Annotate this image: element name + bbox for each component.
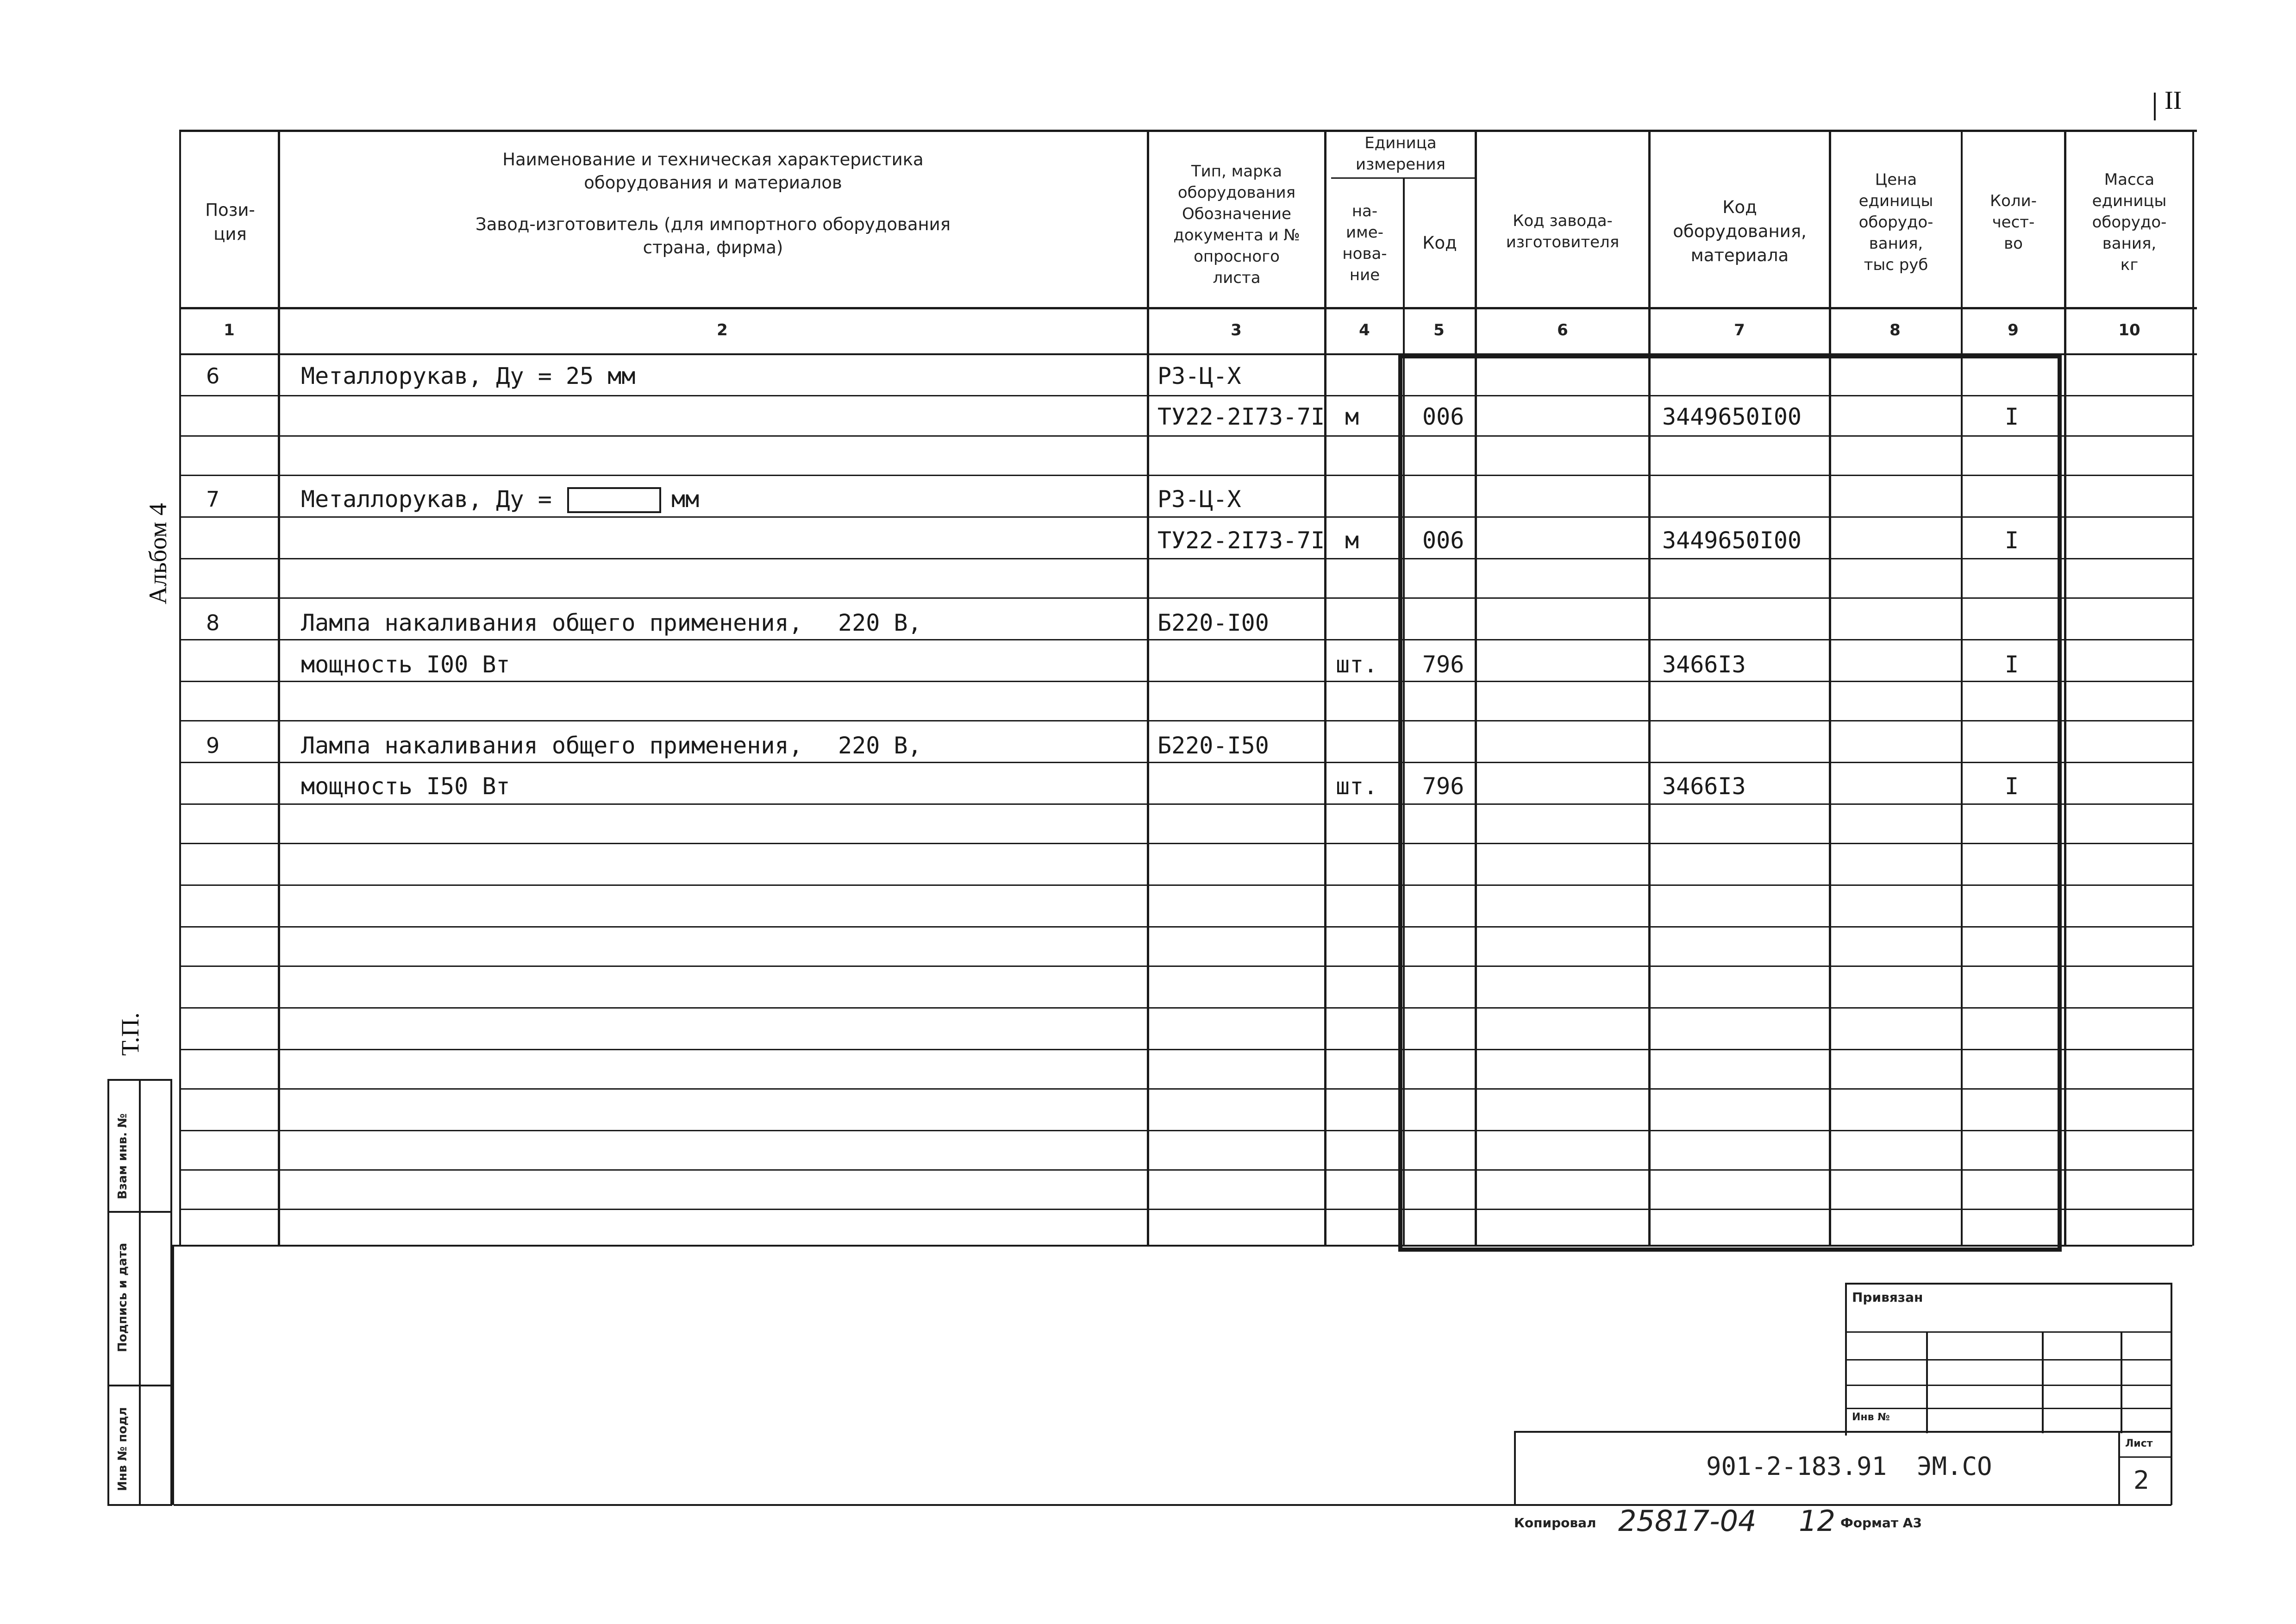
row-type: РЗ-Ц-Х [1157,363,1241,389]
header-position: Пози- ция [205,200,255,244]
stamp-doc: ЭМ.СО [1917,1452,1992,1481]
row-unit-code: 006 [1422,527,1464,554]
row-unit-code: 796 [1422,651,1464,678]
row-unit-code: 006 [1422,403,1464,430]
row-equipment-code: 3449650I00 [1662,527,1802,554]
row-voltage: 220 В, [838,732,922,759]
row-quantity: I [2005,651,2019,678]
row-unit: шт. [1336,773,1378,800]
tp-label: Т.П. [116,1012,144,1056]
row-quantity: I [2005,773,2019,800]
row-unit-code: 796 [1422,773,1464,800]
header-name-line3: Завод-изготовитель (для импортного оборудования [475,214,951,234]
row-type: Б220-I50 [1157,732,1269,759]
row-equipment-code: 3466I3 [1662,651,1746,678]
row-position: 7 [206,487,220,512]
row-unit: шт. [1336,651,1378,678]
column-number: 10 [2118,321,2140,339]
row-name: Лампа накаливания общего применения, [301,609,803,636]
footer-format: Формат А3 [1840,1515,1922,1530]
column-number: 1 [224,321,235,339]
column-number: 8 [1889,321,1901,339]
column-number: 5 [1433,321,1445,339]
row-type: РЗ-Ц-Х [1157,486,1241,513]
header-unit-name: на- име- нова- ние [1342,202,1387,284]
row-unit: м [1345,403,1359,430]
highlight-frame [1398,354,2062,1252]
row-unit: м [1345,527,1359,554]
stamp-linked: Привязан [1852,1290,1923,1305]
row-name-suffix: мм [671,486,700,513]
header-name-line2: оборудования и материалов [584,173,842,193]
column-number: 2 [717,321,728,339]
side-sign-date: Подпись и дата [116,1242,130,1352]
column-number: 6 [1557,321,1568,339]
row-equipment-code: 3466I3 [1662,773,1746,800]
side-inv-podl: Инв № подл [116,1407,130,1491]
header-name-line1: Наименование и техническая характеристика [502,150,924,169]
row-position: 6 [206,364,220,389]
footer-copied-number: 25817-04 [1618,1504,1757,1538]
sheet-number: II [2165,86,2182,115]
stamp-code: 901-2-183.91 [1706,1452,1887,1481]
row-voltage: 220 В, [838,609,922,636]
stamp-sheet: 2 [2133,1466,2150,1495]
header-equipment-code: Код оборудования, материала [1673,197,1807,265]
header-unit-group: Единица измерения [1355,134,1446,174]
header-name-line4: страна, фирма) [643,238,783,257]
blank-value-box [567,487,661,513]
header-price: Цена единицы оборудо- вания, тыс руб [1858,170,1933,274]
header-type: Тип, марка оборудования Обозначение документа и № опросного листа [1173,162,1300,287]
row-quantity: I [2005,527,2019,554]
header-plant-code: Код завода- изготовителя [1506,212,1620,251]
header-quantity: Коли- чест- во [1989,192,2037,253]
header-name [280,148,1146,259]
row-doc: ТУ22-2I73-7I [1157,527,1325,554]
column-number: 7 [1734,321,1745,339]
header-unit-code: Код [1422,233,1457,253]
stamp-sheet-label: Лист [2125,1438,2153,1449]
column-number: 4 [1359,321,1370,339]
row-position: 8 [206,610,220,635]
footer-copied-sheet: 12 [1799,1504,1835,1538]
row-quantity: I [2005,403,2019,430]
row-name-line2: мощность I50 Вт [301,773,510,800]
stamp-inv-no: Инв № [1852,1411,1890,1423]
row-name: Металлорукав, Ду = 25 мм [301,363,636,389]
row-equipment-code: 3449650I00 [1662,403,1802,430]
album-label: Альбом 4 [144,503,172,604]
row-doc: ТУ22-2I73-7I [1157,403,1325,430]
column-number: 3 [1231,321,1242,339]
row-type: Б220-I00 [1157,609,1269,636]
row-position: 9 [206,733,220,758]
row-name-line2: мощность I00 Вт [301,651,510,678]
column-number: 9 [2008,321,2019,339]
row-name: Лампа накаливания общего применения, [301,732,803,759]
header-mass: Масса единицы оборудо- вания, кг [2092,170,2167,274]
row-name: Металлорукав, Ду = [301,486,552,513]
side-inv-zam: Взам инв. № [116,1113,130,1199]
footer-copied-label: Копировал [1514,1515,1596,1530]
